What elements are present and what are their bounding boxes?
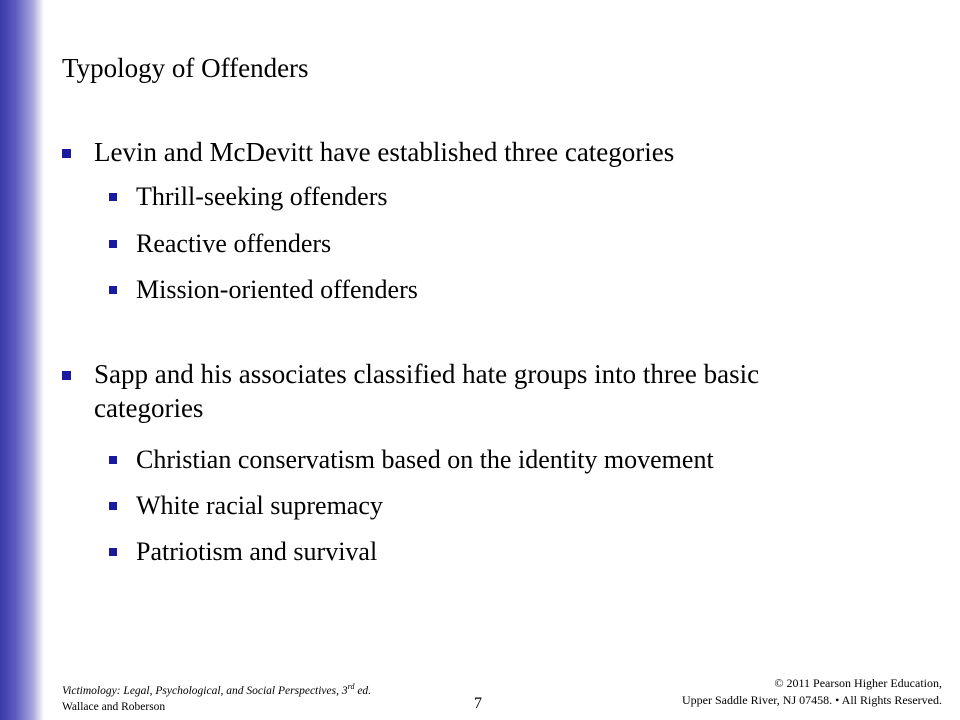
copyright-notice — [682, 675, 942, 709]
sub-bullet-text: Reactive offenders — [136, 229, 332, 258]
sub-bullet-text: Christian conservatism based on the identity movement — [136, 445, 714, 474]
sub-bullet-text: Thrill-seeking offenders — [136, 182, 388, 211]
edition-suffix: ed. — [354, 684, 372, 697]
square-bullet-icon — [62, 371, 71, 380]
square-bullet-icon — [62, 149, 71, 158]
bullet-text: Levin and McDevitt have established three categories — [94, 137, 675, 167]
sub-bullet-white-racial-supremacy — [136, 489, 383, 523]
sub-bullet-text: White racial supremacy — [136, 491, 383, 520]
sub-bullet-patriotism-survival — [136, 535, 377, 569]
sub-bullet-reactive — [136, 227, 331, 261]
footer-citation — [62, 679, 371, 715]
bullet-levin-mcdevitt — [94, 135, 674, 169]
bullet-sapp-associates — [94, 357, 874, 425]
bullet-text: Sapp and his associates classified hate groups into three basic categories — [94, 359, 760, 423]
sub-bullet-christian-conservatism — [136, 443, 714, 477]
square-bullet-icon — [109, 240, 117, 248]
square-bullet-icon — [109, 456, 117, 464]
book-title-line — [62, 679, 371, 699]
square-bullet-icon — [109, 286, 117, 294]
copyright-line-2: Upper Saddle River, NJ 07458. • All Rights Reserved. — [681, 693, 942, 707]
edition-superscript: rd — [347, 682, 355, 691]
page-number: 7 — [474, 695, 482, 712]
book-title: Victimology: Legal, Psychological, and Social Perspectives, 3 — [62, 684, 348, 697]
sub-bullet-thrill-seeking — [136, 180, 388, 214]
decorative-side-bar — [0, 0, 44, 720]
slide-title: Typology of Offenders — [62, 53, 309, 83]
square-bullet-icon — [109, 548, 117, 556]
sub-bullet-mission-oriented — [136, 273, 418, 307]
square-bullet-icon — [109, 502, 117, 510]
square-bullet-icon — [109, 193, 117, 201]
sub-bullet-text: Patriotism and survival — [136, 537, 378, 566]
sub-bullet-text: Mission-oriented offenders — [136, 275, 418, 304]
authors: Wallace and Roberson — [62, 700, 166, 713]
copyright-line-1: © 2011 Pearson Higher Education, — [774, 676, 942, 690]
